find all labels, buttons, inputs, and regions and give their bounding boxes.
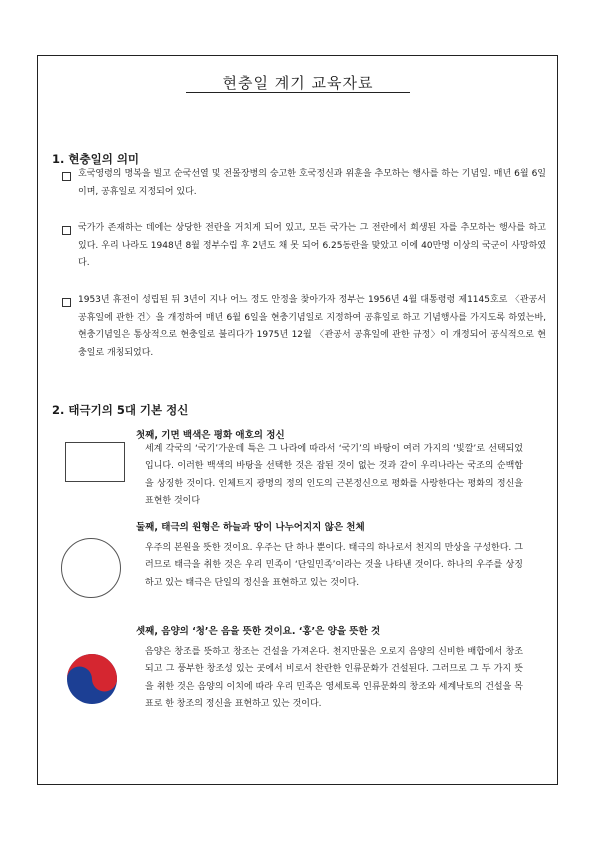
bullet-icon	[62, 226, 71, 235]
item3-title: 셋째, 음양의 ‘청’은 음을 뜻한 것이요. ‘홍’은 양을 뜻한 것	[136, 626, 381, 637]
item1-text: 세계 각국의 ‘국기’가운데 특은 그 나라에 따라서 ‘국기’의 바탕이 여러 가지의 ‘빛깔’로 선택되었입니다. 이러한 백색의 바탕을 선택한 것은 잡된 것이 없는 것과 같이 우리나라는 국조의 순백함을 상징한 것이다. 인체트지 광명의 정의 인도의 근본정신으로 평화를 사랑한다는 평화의 정신을 표현한 것이다	[145, 444, 523, 507]
section1-paragraph-1: 호국영령의 명복을 빌고 순국선열 및 전몰장병의 숭고한 호국정신과 위훈을 추모하는 행사를 하는 기념일. 매년 6월 6일이며, 공휴일로 지정되어 있다.	[78, 169, 546, 197]
bullet-icon	[62, 172, 71, 181]
document-title: 현충일 계기 교육자료	[222, 74, 374, 92]
white-field-icon	[65, 442, 125, 482]
title-underline	[186, 92, 410, 93]
item3-text: 음양은 창조를 뜻하고 창조는 건설을 가져온다. 천지만물은 오로지 음양의 신비한 배합에서 창조되고 그 풍부한 창조성 있는 곳에서 비로서 찬란한 인류문화가 건설된다. 그러므로 그 두 가지 뜻을 취한 것은 음양의 이치에 따라 우리 민족은 영세토록 인류문화의 창조와 세계낙토의 건설을 목표로 한 창조의 정신을 표현하고 있는 것이다.	[145, 647, 523, 710]
item2-text: 우주의 본원을 뜻한 것이요. 우주는 단 하나 뿐이다. 태극의 하나로서 천지의 만상을 구성한다. 그러므로 태극을 취한 것은 우리 민족이 ‘단일민족’이라는 것을 나타낸 것이다. 하나의 우주를 상징하고 있는 태극은 단일의 정신을 표현하고 있는 것이다.	[145, 543, 523, 588]
section2-heading: 2. 태극기의 5대 기본 정신	[52, 403, 189, 417]
item1-title: 첫째, 기면 백색은 평화 애호의 정신	[136, 430, 285, 441]
circle-icon	[61, 538, 121, 598]
taegeuk-icon	[66, 653, 118, 705]
bullet-icon	[62, 298, 71, 307]
section1-heading: 1. 현충일의 의미	[52, 152, 140, 166]
section1-paragraph-2: 국가가 존재하는 데에는 상당한 전란을 거치게 되어 있고, 모든 국가는 그 전란에서 희생된 자를 추모하는 행사를 하고 있다. 우리 나라도 1948년 8월 정부수립 후 2년도 채 못 되어 6.25동란을 맞았고 이에 40만명 이상의 국군이 사망하였다.	[78, 223, 546, 269]
section1-paragraph-3: 1953년 휴전이 성립된 뒤 3년이 지나 어느 정도 안정을 찾아가자 정부는 1956년 4월 대통령령 제1145호로 〈관공서 공휴일에 관한 건〉을 개정하여 매년 6월 6일을 현충기념일로 지정하여 공휴일로 하고 기념행사를 가지도록 하였는바, 현충기념일은 통상적으로 현충일로 불리다가 1975년 12월 〈관공서 공휴일에 관한 규정〉이 개정되어 공식적으로 현충일로 개칭되었다.	[78, 295, 546, 358]
item2-title: 둘째, 태극의 원형은 하늘과 땅이 나누어지지 않은 천체	[136, 522, 365, 533]
